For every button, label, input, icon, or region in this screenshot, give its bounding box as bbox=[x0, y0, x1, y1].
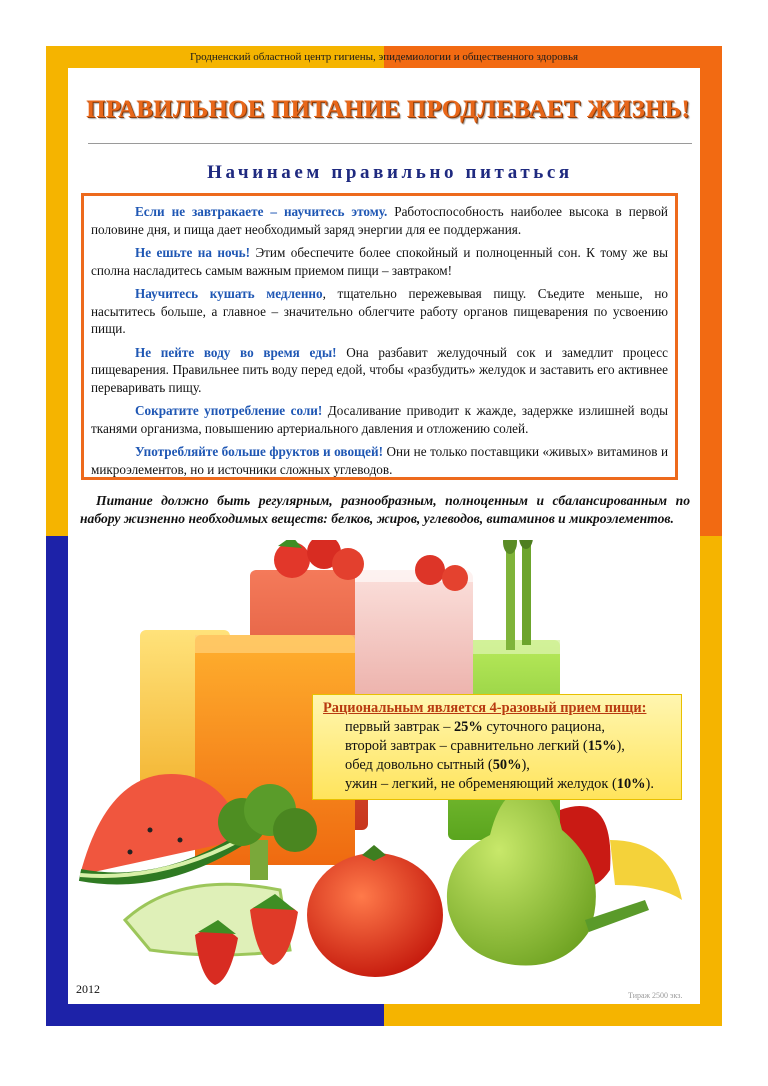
meal-item-text: ). bbox=[645, 776, 654, 792]
tip-text: , тщательно пережевывая пищу. Съедите меньше, но насытитесь больше, а главное – значительно облегчите работу органов пищеварения по усвоению пищи. bbox=[91, 286, 668, 336]
tip-paragraph bbox=[91, 443, 668, 478]
meal-item-text: второй завтрак – сравнительно легкий ( bbox=[345, 738, 588, 754]
meal-schedule-heading: Рациональным является 4-разовый прием пищи: bbox=[323, 700, 647, 716]
tip-text: Досаливание приводит к жажде, задержке излишней воды тканями организма, повышению артериального давления и отложению солей. bbox=[91, 403, 668, 436]
tip-text: Этим обеспечите более спокойный и полноценный сон. К тому же вы сполна насладитесь самым важным приемом пищи – завтраком! bbox=[91, 245, 668, 278]
tip-highlight: Если не завтракаете – научитесь этому. bbox=[135, 204, 388, 219]
meal-schedule-box bbox=[312, 694, 682, 800]
asparagus bbox=[503, 540, 533, 650]
frame-left-yellow bbox=[46, 46, 68, 536]
meal-item bbox=[323, 756, 681, 775]
meal-item-text: первый завтрак – bbox=[345, 719, 454, 735]
nutrition-intro: Питание должно быть регулярным, разнообразным, полноценным и сбалансированным по набору жизненно необходимых веществ: белков, жиров, углеводов, витаминов и микроэлементов. bbox=[80, 493, 690, 526]
meal-item-text: ), bbox=[521, 757, 530, 773]
frame-bottom-blue bbox=[46, 1004, 384, 1026]
title-divider bbox=[88, 143, 692, 144]
meal-item-percent: 25% bbox=[453, 719, 483, 735]
frame-bottom-yellow bbox=[384, 1004, 722, 1026]
banana bbox=[610, 840, 682, 900]
frame-left-blue bbox=[46, 536, 68, 1026]
tomato bbox=[307, 853, 443, 977]
meal-item-text: ), bbox=[616, 738, 625, 754]
tip-highlight: Научитесь кушать медленно bbox=[135, 286, 323, 301]
tip-highlight: Не ешьте на ночь! bbox=[135, 245, 251, 260]
meal-item bbox=[323, 737, 681, 756]
meal-item-percent: 50% bbox=[492, 757, 522, 773]
meal-item-text: суточного рациона, bbox=[482, 719, 606, 735]
tip-text: Она разбавит желудочный сок и замедлит процесс пищеварения. Правильнее пить воду перед едой, чтобы «разбудить» желудок и заставить его активнее переваривать пищу. bbox=[91, 344, 668, 395]
page-title: ПРАВИЛЬНОЕ ПИТАНИЕ ПРОДЛЕВАЕТ ЖИЗНЬ! bbox=[86, 96, 690, 123]
tips-box bbox=[81, 193, 678, 480]
frame-right-yellow bbox=[700, 536, 722, 1026]
section-subtitle: Начинаем правильно питаться bbox=[207, 162, 573, 183]
meal-item bbox=[323, 775, 681, 794]
meal-item-text: обед довольно сытный ( bbox=[345, 757, 493, 773]
tip-paragraph bbox=[91, 402, 668, 437]
meal-item-percent: 10% bbox=[616, 776, 646, 792]
meal-item-text: ужин – легкий, не обременяющий желудок ( bbox=[345, 776, 617, 792]
tip-highlight: Сократите употребление соли! bbox=[135, 403, 323, 418]
meal-item bbox=[323, 718, 681, 737]
tip-highlight: Употребляйте больше фруктов и овощей! bbox=[135, 444, 384, 459]
tip-paragraph bbox=[91, 203, 668, 238]
tip-paragraph bbox=[91, 285, 668, 338]
tip-paragraph bbox=[91, 344, 668, 397]
tip-paragraph bbox=[91, 244, 668, 279]
tip-text: Работоспособность наиболее высока в первой половине дня, и пища дает необходимый заряд энергии для ее поддержания. bbox=[91, 204, 668, 237]
tip-highlight: Не пейте воду во время еды! bbox=[135, 344, 337, 360]
tip-text: Они не только поставщики «живых» витаминов и микроэлементов, но и источники сложных углеводов. bbox=[91, 444, 669, 477]
organization-name: Гродненский областной центр гигиены, эпидемиологии и общественного здоровья bbox=[189, 51, 579, 63]
publication-year: 2012 bbox=[76, 982, 100, 996]
print-run: Тираж 2500 экз. bbox=[628, 991, 683, 1000]
meal-item-percent: 15% bbox=[587, 738, 617, 754]
